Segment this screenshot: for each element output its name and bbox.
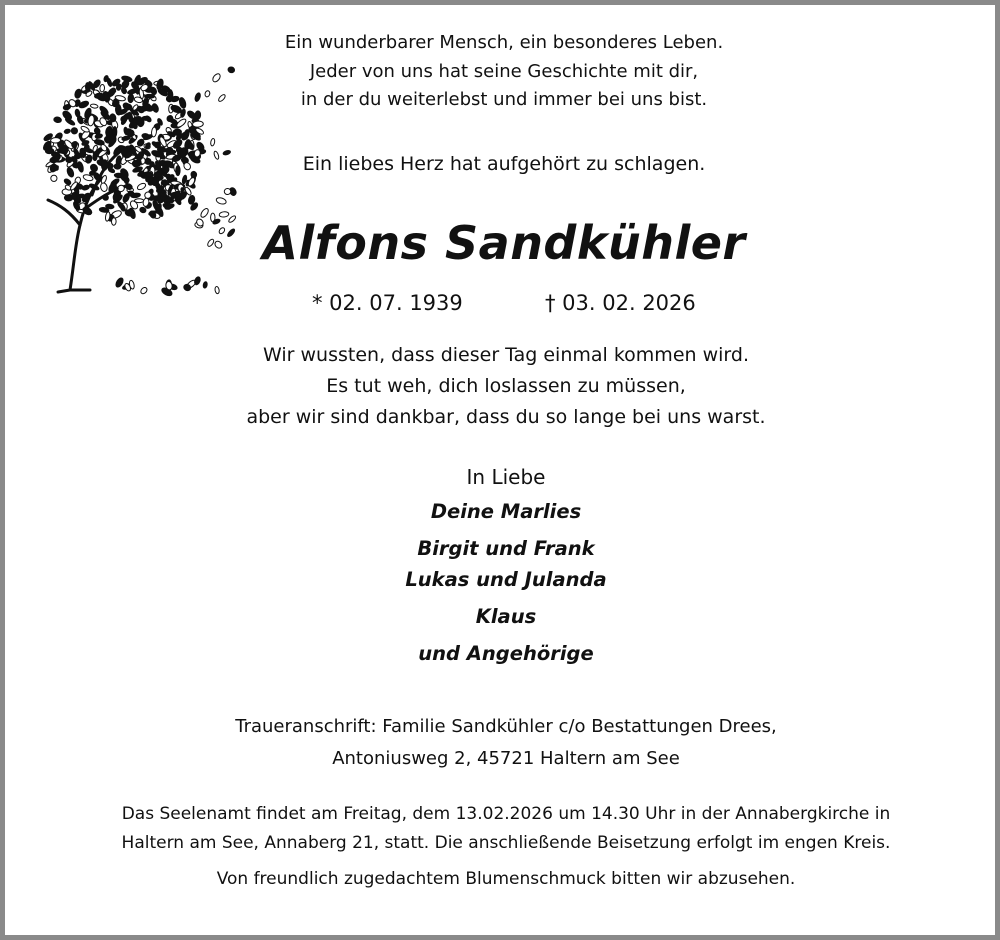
death-date: † 03. 02. 2026 [545,291,696,315]
intro-line: in der du weiterlebst und immer bei uns bist. [300,89,708,110]
verse-line: Es tut weh, dich loslassen zu müssen, [326,375,686,397]
heart-line: Ein liebes Herz hat aufgehört zu schlagen. [302,153,706,175]
birth-date: * 02. 07. 1939 [312,291,463,315]
family-member: und Angehörige [418,642,594,665]
service-info [6,800,1000,858]
intro-line: Ein wunderbarer Mensch, ein besonderes Leben. [284,32,724,53]
deceased-name: Alfons Sandkühler [262,216,746,270]
address-line: Antoniusweg 2, 45721 Haltern am See [332,748,680,769]
family-member: Klaus [475,605,537,628]
verse-line: aber wir sind dankbar, dass du so lange bei uns warst. [246,406,766,428]
in-liebe-label: In Liebe [466,465,546,489]
service-line: Haltern am See, Annaberg 21, statt. Die anschließende Beisetzung erfolgt im engen Kreis. [121,833,891,853]
verse-line: Wir wussten, dass dieser Tag einmal kommen wird. [263,344,749,366]
closing-note: Von freundlich zugedachtem Blumenschmuck bitten wir abzusehen. [216,869,796,889]
service-line: Das Seelenamt findet am Freitag, dem 13.02.2026 um 14.30 Uhr in der Annabergkirche in [121,804,891,824]
intro-line: Jeder von uns hat seine Geschichte mit dir, [309,60,699,82]
family-member: Birgit und Frank [417,537,595,560]
family-member: Lukas und Julanda [405,568,607,591]
family-member: Deine Marlies [430,500,582,523]
mourning-address [6,711,1000,775]
middle-verse [6,340,1000,433]
address-line: Traueranschrift: Familie Sandkühler c/o Bestattungen Drees, [235,716,777,737]
intro-verse [4,29,1000,115]
